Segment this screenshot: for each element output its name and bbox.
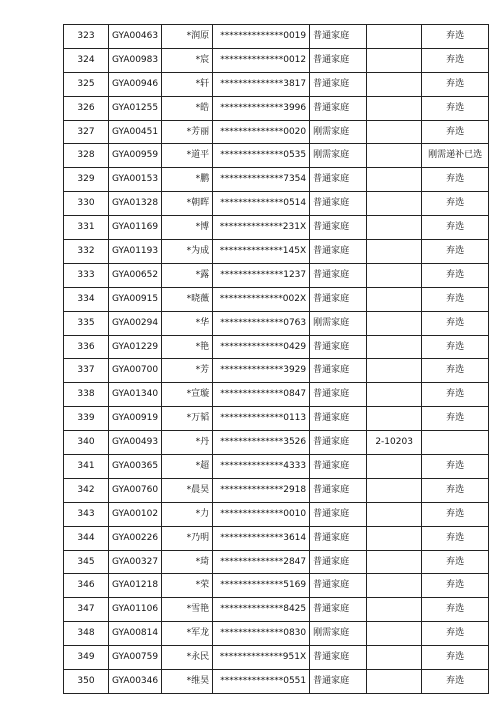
applicant-id-cell: GYA01193 bbox=[109, 240, 162, 264]
household-type-cell: 普通家庭 bbox=[310, 598, 367, 622]
applicant-name-cell: *荣 bbox=[162, 574, 213, 598]
status-note-cell: 弃选 bbox=[422, 48, 489, 72]
id-number-cell: **************951X bbox=[213, 646, 310, 670]
room-code-cell bbox=[367, 25, 422, 49]
row-number-cell: 325 bbox=[64, 72, 109, 96]
table-row bbox=[64, 144, 489, 168]
table-row bbox=[64, 622, 489, 646]
household-type-cell: 普通家庭 bbox=[310, 478, 367, 502]
room-code-cell bbox=[367, 216, 422, 240]
applicant-id-cell: GYA00463 bbox=[109, 25, 162, 49]
status-note-cell: 弃选 bbox=[422, 670, 489, 694]
room-code-cell bbox=[367, 574, 422, 598]
applicant-id-cell: GYA00760 bbox=[109, 478, 162, 502]
status-note-cell: 弃选 bbox=[422, 192, 489, 216]
row-number-cell: 340 bbox=[64, 431, 109, 455]
status-note-cell: 弃选 bbox=[422, 526, 489, 550]
id-number-cell: **************5169 bbox=[213, 574, 310, 598]
household-type-cell: 普通家庭 bbox=[310, 574, 367, 598]
household-type-cell: 刚需家庭 bbox=[310, 144, 367, 168]
row-number-cell: 327 bbox=[64, 120, 109, 144]
household-type-cell: 普通家庭 bbox=[310, 335, 367, 359]
household-type-cell: 普通家庭 bbox=[310, 550, 367, 574]
household-type-cell: 普通家庭 bbox=[310, 96, 367, 120]
status-note-cell: 刚需递补已选 bbox=[422, 144, 489, 168]
status-note-cell: 弃选 bbox=[422, 335, 489, 359]
room-code-cell bbox=[367, 287, 422, 311]
applicant-id-cell: GYA00365 bbox=[109, 455, 162, 479]
status-note-cell: 弃选 bbox=[422, 598, 489, 622]
table-row bbox=[64, 455, 489, 479]
household-type-cell: 普通家庭 bbox=[310, 25, 367, 49]
status-note-cell: 弃选 bbox=[422, 287, 489, 311]
status-note-cell: 弃选 bbox=[422, 168, 489, 192]
household-type-cell: 普通家庭 bbox=[310, 48, 367, 72]
room-code-cell bbox=[367, 168, 422, 192]
applicant-id-cell: GYA01106 bbox=[109, 598, 162, 622]
applicant-id-cell: GYA00700 bbox=[109, 359, 162, 383]
applicant-name-cell: *万韬 bbox=[162, 407, 213, 431]
applicant-id-cell: GYA01169 bbox=[109, 216, 162, 240]
id-number-cell: **************0535 bbox=[213, 144, 310, 168]
id-number-cell: **************3817 bbox=[213, 72, 310, 96]
row-number-cell: 345 bbox=[64, 550, 109, 574]
applicant-id-cell: GYA00652 bbox=[109, 263, 162, 287]
row-number-cell: 350 bbox=[64, 670, 109, 694]
household-type-cell: 普通家庭 bbox=[310, 670, 367, 694]
table-row bbox=[64, 311, 489, 335]
allocation-table bbox=[63, 24, 489, 694]
row-number-cell: 344 bbox=[64, 526, 109, 550]
household-type-cell: 普通家庭 bbox=[310, 192, 367, 216]
applicant-name-cell: *为成 bbox=[162, 240, 213, 264]
row-number-cell: 341 bbox=[64, 455, 109, 479]
household-type-cell: 普通家庭 bbox=[310, 646, 367, 670]
row-number-cell: 342 bbox=[64, 478, 109, 502]
applicant-name-cell: *宸 bbox=[162, 48, 213, 72]
room-code-cell bbox=[367, 120, 422, 144]
applicant-name-cell: *皓 bbox=[162, 96, 213, 120]
applicant-id-cell: GYA01229 bbox=[109, 335, 162, 359]
applicant-id-cell: GYA01255 bbox=[109, 96, 162, 120]
room-code-cell bbox=[367, 526, 422, 550]
status-note-cell: 弃选 bbox=[422, 72, 489, 96]
status-note-cell: 弃选 bbox=[422, 311, 489, 335]
id-number-cell: **************3526 bbox=[213, 431, 310, 455]
applicant-name-cell: *鹏 bbox=[162, 168, 213, 192]
applicant-name-cell: *博 bbox=[162, 216, 213, 240]
id-number-cell: **************0020 bbox=[213, 120, 310, 144]
applicant-id-cell: GYA00493 bbox=[109, 431, 162, 455]
row-number-cell: 333 bbox=[64, 263, 109, 287]
applicant-name-cell: *艳 bbox=[162, 335, 213, 359]
household-type-cell: 刚需家庭 bbox=[310, 311, 367, 335]
status-note-cell: 弃选 bbox=[422, 383, 489, 407]
id-number-cell: **************0429 bbox=[213, 335, 310, 359]
id-number-cell: **************145X bbox=[213, 240, 310, 264]
room-code-cell bbox=[367, 455, 422, 479]
table-row bbox=[64, 120, 489, 144]
id-number-cell: **************0019 bbox=[213, 25, 310, 49]
household-type-cell: 普通家庭 bbox=[310, 431, 367, 455]
id-number-cell: **************231X bbox=[213, 216, 310, 240]
id-number-cell: **************3929 bbox=[213, 359, 310, 383]
table-row bbox=[64, 192, 489, 216]
table-row bbox=[64, 48, 489, 72]
id-number-cell: **************0113 bbox=[213, 407, 310, 431]
status-note-cell bbox=[422, 431, 489, 455]
applicant-id-cell: GYA00959 bbox=[109, 144, 162, 168]
table-row bbox=[64, 96, 489, 120]
row-number-cell: 330 bbox=[64, 192, 109, 216]
row-number-cell: 343 bbox=[64, 502, 109, 526]
applicant-name-cell: *雪艳 bbox=[162, 598, 213, 622]
table-row bbox=[64, 526, 489, 550]
room-code-cell bbox=[367, 72, 422, 96]
table-row bbox=[64, 598, 489, 622]
applicant-id-cell: GYA00759 bbox=[109, 646, 162, 670]
room-code-cell bbox=[367, 622, 422, 646]
row-number-cell: 339 bbox=[64, 407, 109, 431]
applicant-name-cell: *永民 bbox=[162, 646, 213, 670]
room-code-cell bbox=[367, 550, 422, 574]
status-note-cell: 弃选 bbox=[422, 240, 489, 264]
household-type-cell: 普通家庭 bbox=[310, 526, 367, 550]
household-type-cell: 普通家庭 bbox=[310, 216, 367, 240]
status-note-cell: 弃选 bbox=[422, 96, 489, 120]
row-number-cell: 323 bbox=[64, 25, 109, 49]
id-number-cell: **************4333 bbox=[213, 455, 310, 479]
room-code-cell bbox=[367, 670, 422, 694]
table-row bbox=[64, 359, 489, 383]
room-code-cell bbox=[367, 598, 422, 622]
status-note-cell: 弃选 bbox=[422, 502, 489, 526]
status-note-cell: 弃选 bbox=[422, 216, 489, 240]
applicant-id-cell: GYA00814 bbox=[109, 622, 162, 646]
table-row bbox=[64, 646, 489, 670]
room-code-cell bbox=[367, 240, 422, 264]
row-number-cell: 331 bbox=[64, 216, 109, 240]
applicant-name-cell: *宣璇 bbox=[162, 383, 213, 407]
table-row bbox=[64, 335, 489, 359]
household-type-cell: 刚需家庭 bbox=[310, 120, 367, 144]
row-number-cell: 347 bbox=[64, 598, 109, 622]
applicant-id-cell: GYA00983 bbox=[109, 48, 162, 72]
row-number-cell: 324 bbox=[64, 48, 109, 72]
table-row bbox=[64, 240, 489, 264]
row-number-cell: 334 bbox=[64, 287, 109, 311]
applicant-name-cell: *乃明 bbox=[162, 526, 213, 550]
household-type-cell: 普通家庭 bbox=[310, 240, 367, 264]
row-number-cell: 337 bbox=[64, 359, 109, 383]
row-number-cell: 338 bbox=[64, 383, 109, 407]
id-number-cell: **************3996 bbox=[213, 96, 310, 120]
table-row bbox=[64, 25, 489, 49]
row-number-cell: 326 bbox=[64, 96, 109, 120]
id-number-cell: **************7354 bbox=[213, 168, 310, 192]
applicant-id-cell: GYA00226 bbox=[109, 526, 162, 550]
household-type-cell: 普通家庭 bbox=[310, 455, 367, 479]
id-number-cell: **************002X bbox=[213, 287, 310, 311]
status-note-cell: 弃选 bbox=[422, 25, 489, 49]
table-row bbox=[64, 263, 489, 287]
id-number-cell: **************8425 bbox=[213, 598, 310, 622]
table-row bbox=[64, 574, 489, 598]
applicant-name-cell: *华 bbox=[162, 311, 213, 335]
room-code-cell bbox=[367, 646, 422, 670]
table-row bbox=[64, 287, 489, 311]
applicant-name-cell: *力 bbox=[162, 502, 213, 526]
table-row bbox=[64, 670, 489, 694]
status-note-cell: 弃选 bbox=[422, 263, 489, 287]
applicant-name-cell: *轩 bbox=[162, 72, 213, 96]
status-note-cell: 弃选 bbox=[422, 574, 489, 598]
applicant-name-cell: *朝晖 bbox=[162, 192, 213, 216]
applicant-name-cell: *军龙 bbox=[162, 622, 213, 646]
id-number-cell: **************3614 bbox=[213, 526, 310, 550]
id-number-cell: **************0012 bbox=[213, 48, 310, 72]
status-note-cell: 弃选 bbox=[422, 478, 489, 502]
id-number-cell: **************0514 bbox=[213, 192, 310, 216]
table-row bbox=[64, 407, 489, 431]
id-number-cell: **************0847 bbox=[213, 383, 310, 407]
applicant-name-cell: *芳 bbox=[162, 359, 213, 383]
row-number-cell: 346 bbox=[64, 574, 109, 598]
id-number-cell: **************0010 bbox=[213, 502, 310, 526]
household-type-cell: 普通家庭 bbox=[310, 407, 367, 431]
table-row bbox=[64, 168, 489, 192]
applicant-id-cell: GYA00946 bbox=[109, 72, 162, 96]
table-row bbox=[64, 383, 489, 407]
status-note-cell: 弃选 bbox=[422, 646, 489, 670]
applicant-id-cell: GYA00451 bbox=[109, 120, 162, 144]
applicant-id-cell: GYA00153 bbox=[109, 168, 162, 192]
applicant-name-cell: *琦 bbox=[162, 550, 213, 574]
household-type-cell: 普通家庭 bbox=[310, 72, 367, 96]
status-note-cell: 弃选 bbox=[422, 120, 489, 144]
room-code-cell bbox=[367, 335, 422, 359]
applicant-id-cell: GYA00327 bbox=[109, 550, 162, 574]
room-code-cell bbox=[367, 263, 422, 287]
id-number-cell: **************2918 bbox=[213, 478, 310, 502]
household-type-cell: 普通家庭 bbox=[310, 287, 367, 311]
table-row bbox=[64, 216, 489, 240]
id-number-cell: **************1237 bbox=[213, 263, 310, 287]
status-note-cell: 弃选 bbox=[422, 359, 489, 383]
applicant-id-cell: GYA00102 bbox=[109, 502, 162, 526]
room-code-cell bbox=[367, 96, 422, 120]
applicant-name-cell: *芳丽 bbox=[162, 120, 213, 144]
table-row bbox=[64, 502, 489, 526]
table-body bbox=[64, 25, 489, 694]
applicant-name-cell: *晓薇 bbox=[162, 287, 213, 311]
room-code-cell: 2-10203 bbox=[367, 431, 422, 455]
room-code-cell bbox=[367, 502, 422, 526]
applicant-id-cell: GYA01218 bbox=[109, 574, 162, 598]
applicant-id-cell: GYA00346 bbox=[109, 670, 162, 694]
applicant-name-cell: *丹 bbox=[162, 431, 213, 455]
household-type-cell: 普通家庭 bbox=[310, 168, 367, 192]
room-code-cell bbox=[367, 478, 422, 502]
household-type-cell: 普通家庭 bbox=[310, 263, 367, 287]
applicant-id-cell: GYA00919 bbox=[109, 407, 162, 431]
id-number-cell: **************0763 bbox=[213, 311, 310, 335]
row-number-cell: 348 bbox=[64, 622, 109, 646]
id-number-cell: **************2847 bbox=[213, 550, 310, 574]
row-number-cell: 336 bbox=[64, 335, 109, 359]
room-code-cell bbox=[367, 311, 422, 335]
id-number-cell: **************0551 bbox=[213, 670, 310, 694]
household-type-cell: 刚需家庭 bbox=[310, 622, 367, 646]
status-note-cell: 弃选 bbox=[422, 455, 489, 479]
table-row bbox=[64, 550, 489, 574]
table-row bbox=[64, 72, 489, 96]
applicant-name-cell: *润原 bbox=[162, 25, 213, 49]
id-number-cell: **************0830 bbox=[213, 622, 310, 646]
household-type-cell: 普通家庭 bbox=[310, 502, 367, 526]
room-code-cell bbox=[367, 48, 422, 72]
applicant-id-cell: GYA01328 bbox=[109, 192, 162, 216]
status-note-cell: 弃选 bbox=[422, 550, 489, 574]
applicant-id-cell: GYA01340 bbox=[109, 383, 162, 407]
room-code-cell bbox=[367, 192, 422, 216]
row-number-cell: 332 bbox=[64, 240, 109, 264]
row-number-cell: 329 bbox=[64, 168, 109, 192]
applicant-id-cell: GYA00294 bbox=[109, 311, 162, 335]
room-code-cell bbox=[367, 144, 422, 168]
applicant-name-cell: *维昊 bbox=[162, 670, 213, 694]
row-number-cell: 328 bbox=[64, 144, 109, 168]
row-number-cell: 349 bbox=[64, 646, 109, 670]
room-code-cell bbox=[367, 359, 422, 383]
applicant-name-cell: *超 bbox=[162, 455, 213, 479]
status-note-cell: 弃选 bbox=[422, 622, 489, 646]
room-code-cell bbox=[367, 407, 422, 431]
applicant-name-cell: *道平 bbox=[162, 144, 213, 168]
table-row bbox=[64, 431, 489, 455]
household-type-cell: 普通家庭 bbox=[310, 383, 367, 407]
row-number-cell: 335 bbox=[64, 311, 109, 335]
applicant-name-cell: *晨昊 bbox=[162, 478, 213, 502]
table-row bbox=[64, 478, 489, 502]
applicant-name-cell: *露 bbox=[162, 263, 213, 287]
status-note-cell: 弃选 bbox=[422, 407, 489, 431]
room-code-cell bbox=[367, 383, 422, 407]
applicant-id-cell: GYA00915 bbox=[109, 287, 162, 311]
household-type-cell: 普通家庭 bbox=[310, 359, 367, 383]
